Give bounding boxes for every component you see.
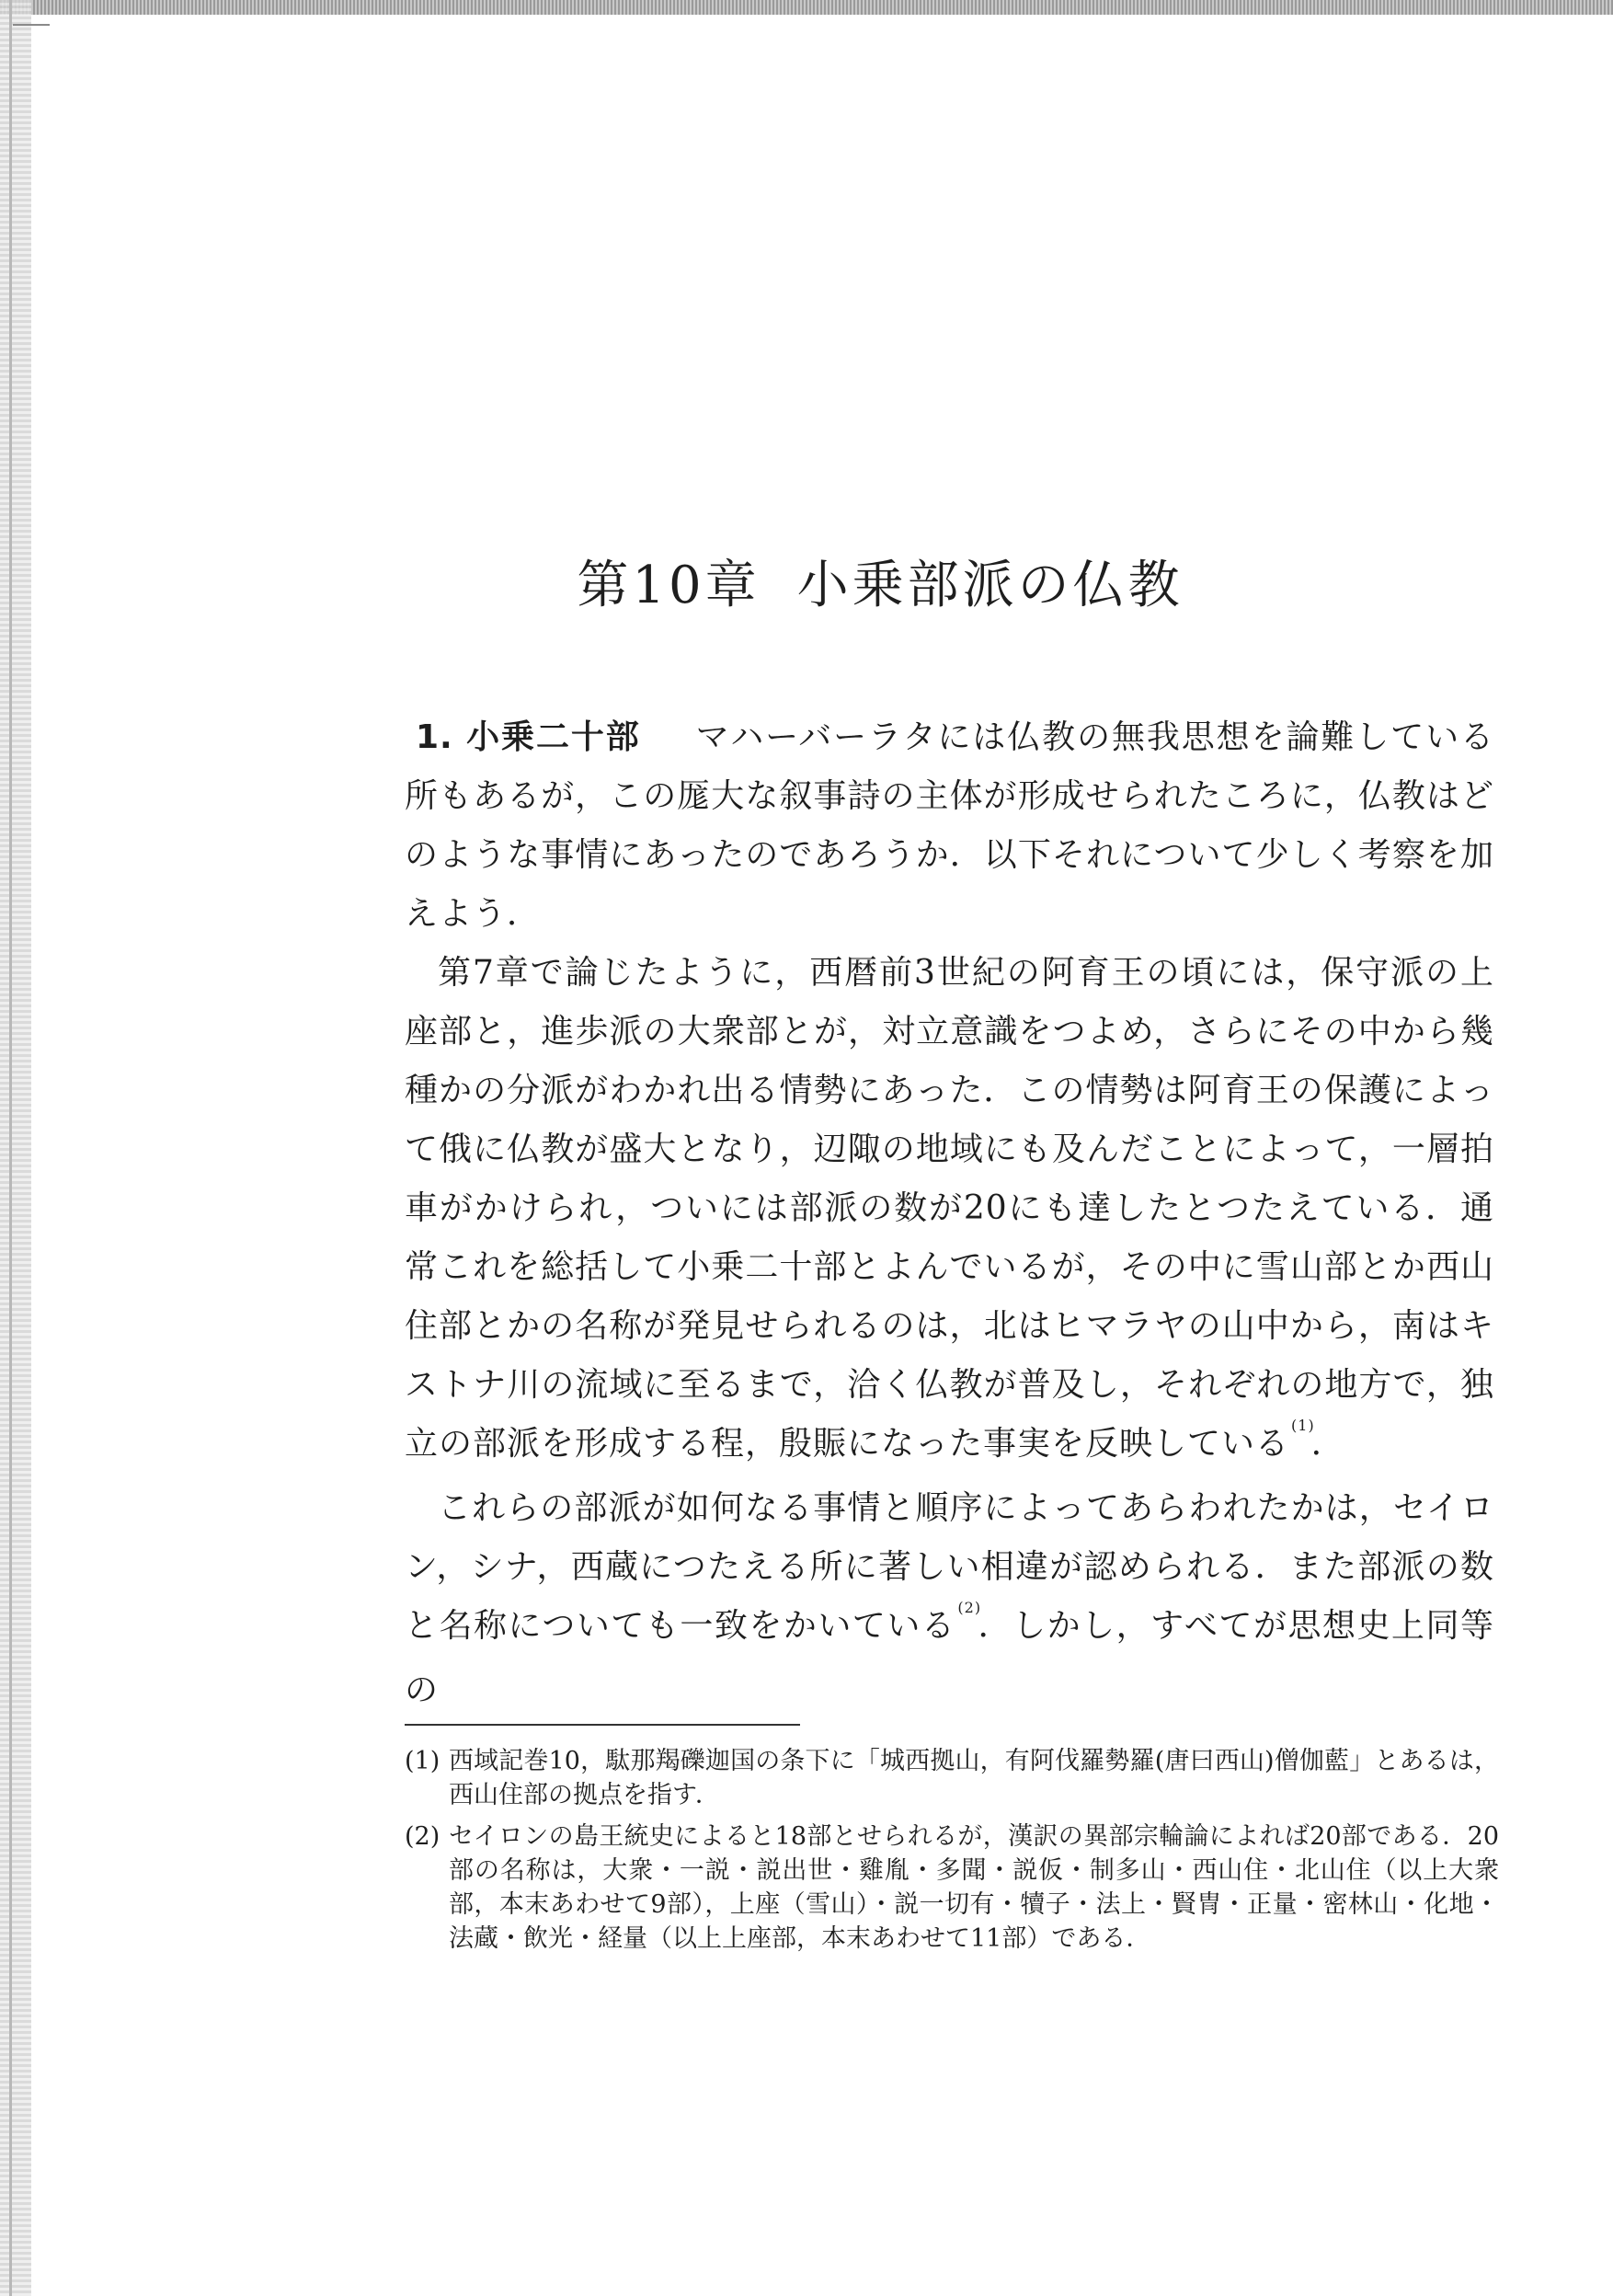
paragraph-1 bbox=[405, 708, 1494, 944]
paragraph-3-tail: ．しかし，すべてが思想史上同等の bbox=[405, 1607, 1495, 1709]
paragraph-2-text: 第7章で論じたように，西暦前3世紀の阿育王の頃には，保守派の上座部と，進歩派の大衆部とが，対立意識をつよめ，さらにその中から幾種かの分派がわかれ出る情勢にあった．この情勢は阿育王の保護によって俄に仏教が盛大となり，辺陬の地域にも及んだことによって，一層拍車がかけられ，ついには部派の数が20にも達したとつたえている．通常これを総括して小乗二十部とよんでいるが，その中に雪山部とか西山住部とかの名称が発見せられるのは，北はヒマラヤの山中から，南はキストナ川の流域に至るまで，洽く仏教が普及し，それぞれの地方で，独立の部派を形成する程，殷賑になった事実を反映している bbox=[405, 954, 1494, 1463]
chapter-title-text: 小乗部派の仏教 bbox=[796, 556, 1184, 615]
paragraph-2-tail: ． bbox=[1310, 1425, 1345, 1463]
scan-corner-mark bbox=[13, 15, 50, 26]
scan-edge-left bbox=[0, 0, 31, 2296]
chapter-title bbox=[74, 545, 1613, 618]
paragraph-3 bbox=[405, 1479, 1494, 1720]
footnote-ref-2: (2) bbox=[957, 1599, 982, 1616]
footnote-ref-1: (1) bbox=[1291, 1417, 1315, 1434]
paragraph-2 bbox=[405, 944, 1494, 1479]
footnote-divider bbox=[405, 1724, 800, 1726]
footnote-2 bbox=[405, 1820, 1499, 1956]
footnote-2-text: セイロンの島王統史によると18部とせられるが，漢訳の異部宗輪論によれば20部である．20部の名称は，大衆・一説・説出世・雞胤・多聞・説仮・制多山・西山住・北山住（以上大衆部，本末あわせて9部），上座（雪山）・説一切有・犢子・法上・賢冑・正量・密林山・化地・法蔵・飲光・経量（以上上座部，本末あわせて11部）である． bbox=[449, 1822, 1499, 1953]
chapter-number: 第10章 bbox=[577, 556, 761, 615]
paragraph-1-text: マハーバーラタには仏教の無我思想を論難している所もあるが，この厖大な叙事詩の主体が形成せられたころに，仏教はどのような事情にあったのであろうか．以下それについて少しく考察を加えよう． bbox=[405, 718, 1494, 933]
section-heading: 1. 小乗二十部 bbox=[416, 718, 641, 756]
footnote-2-number: (2) bbox=[405, 1822, 440, 1851]
scan-edge-top bbox=[0, 0, 1613, 15]
scan-gutter-line bbox=[9, 0, 12, 2296]
footnote-1-text: 西域記巻10，駄那羯礫迦国の条下に「城西拠山，有阿伐羅勢羅(唐曰西山)僧伽藍」とあるは，西山住部の拠点を指す． bbox=[449, 1747, 1499, 1809]
paragraph-3-text: これらの部派が如何なる事情と順序によってあらわれたかは，セイロン，シナ，西蔵につたえる所に著しい相違が認められる．また部派の数と名称についても一致をかいている bbox=[405, 1489, 1494, 1645]
footnote-1 bbox=[405, 1744, 1499, 1812]
footnotes bbox=[405, 1744, 1499, 1963]
footnote-1-number: (1) bbox=[405, 1747, 440, 1775]
main-text bbox=[405, 708, 1494, 1720]
